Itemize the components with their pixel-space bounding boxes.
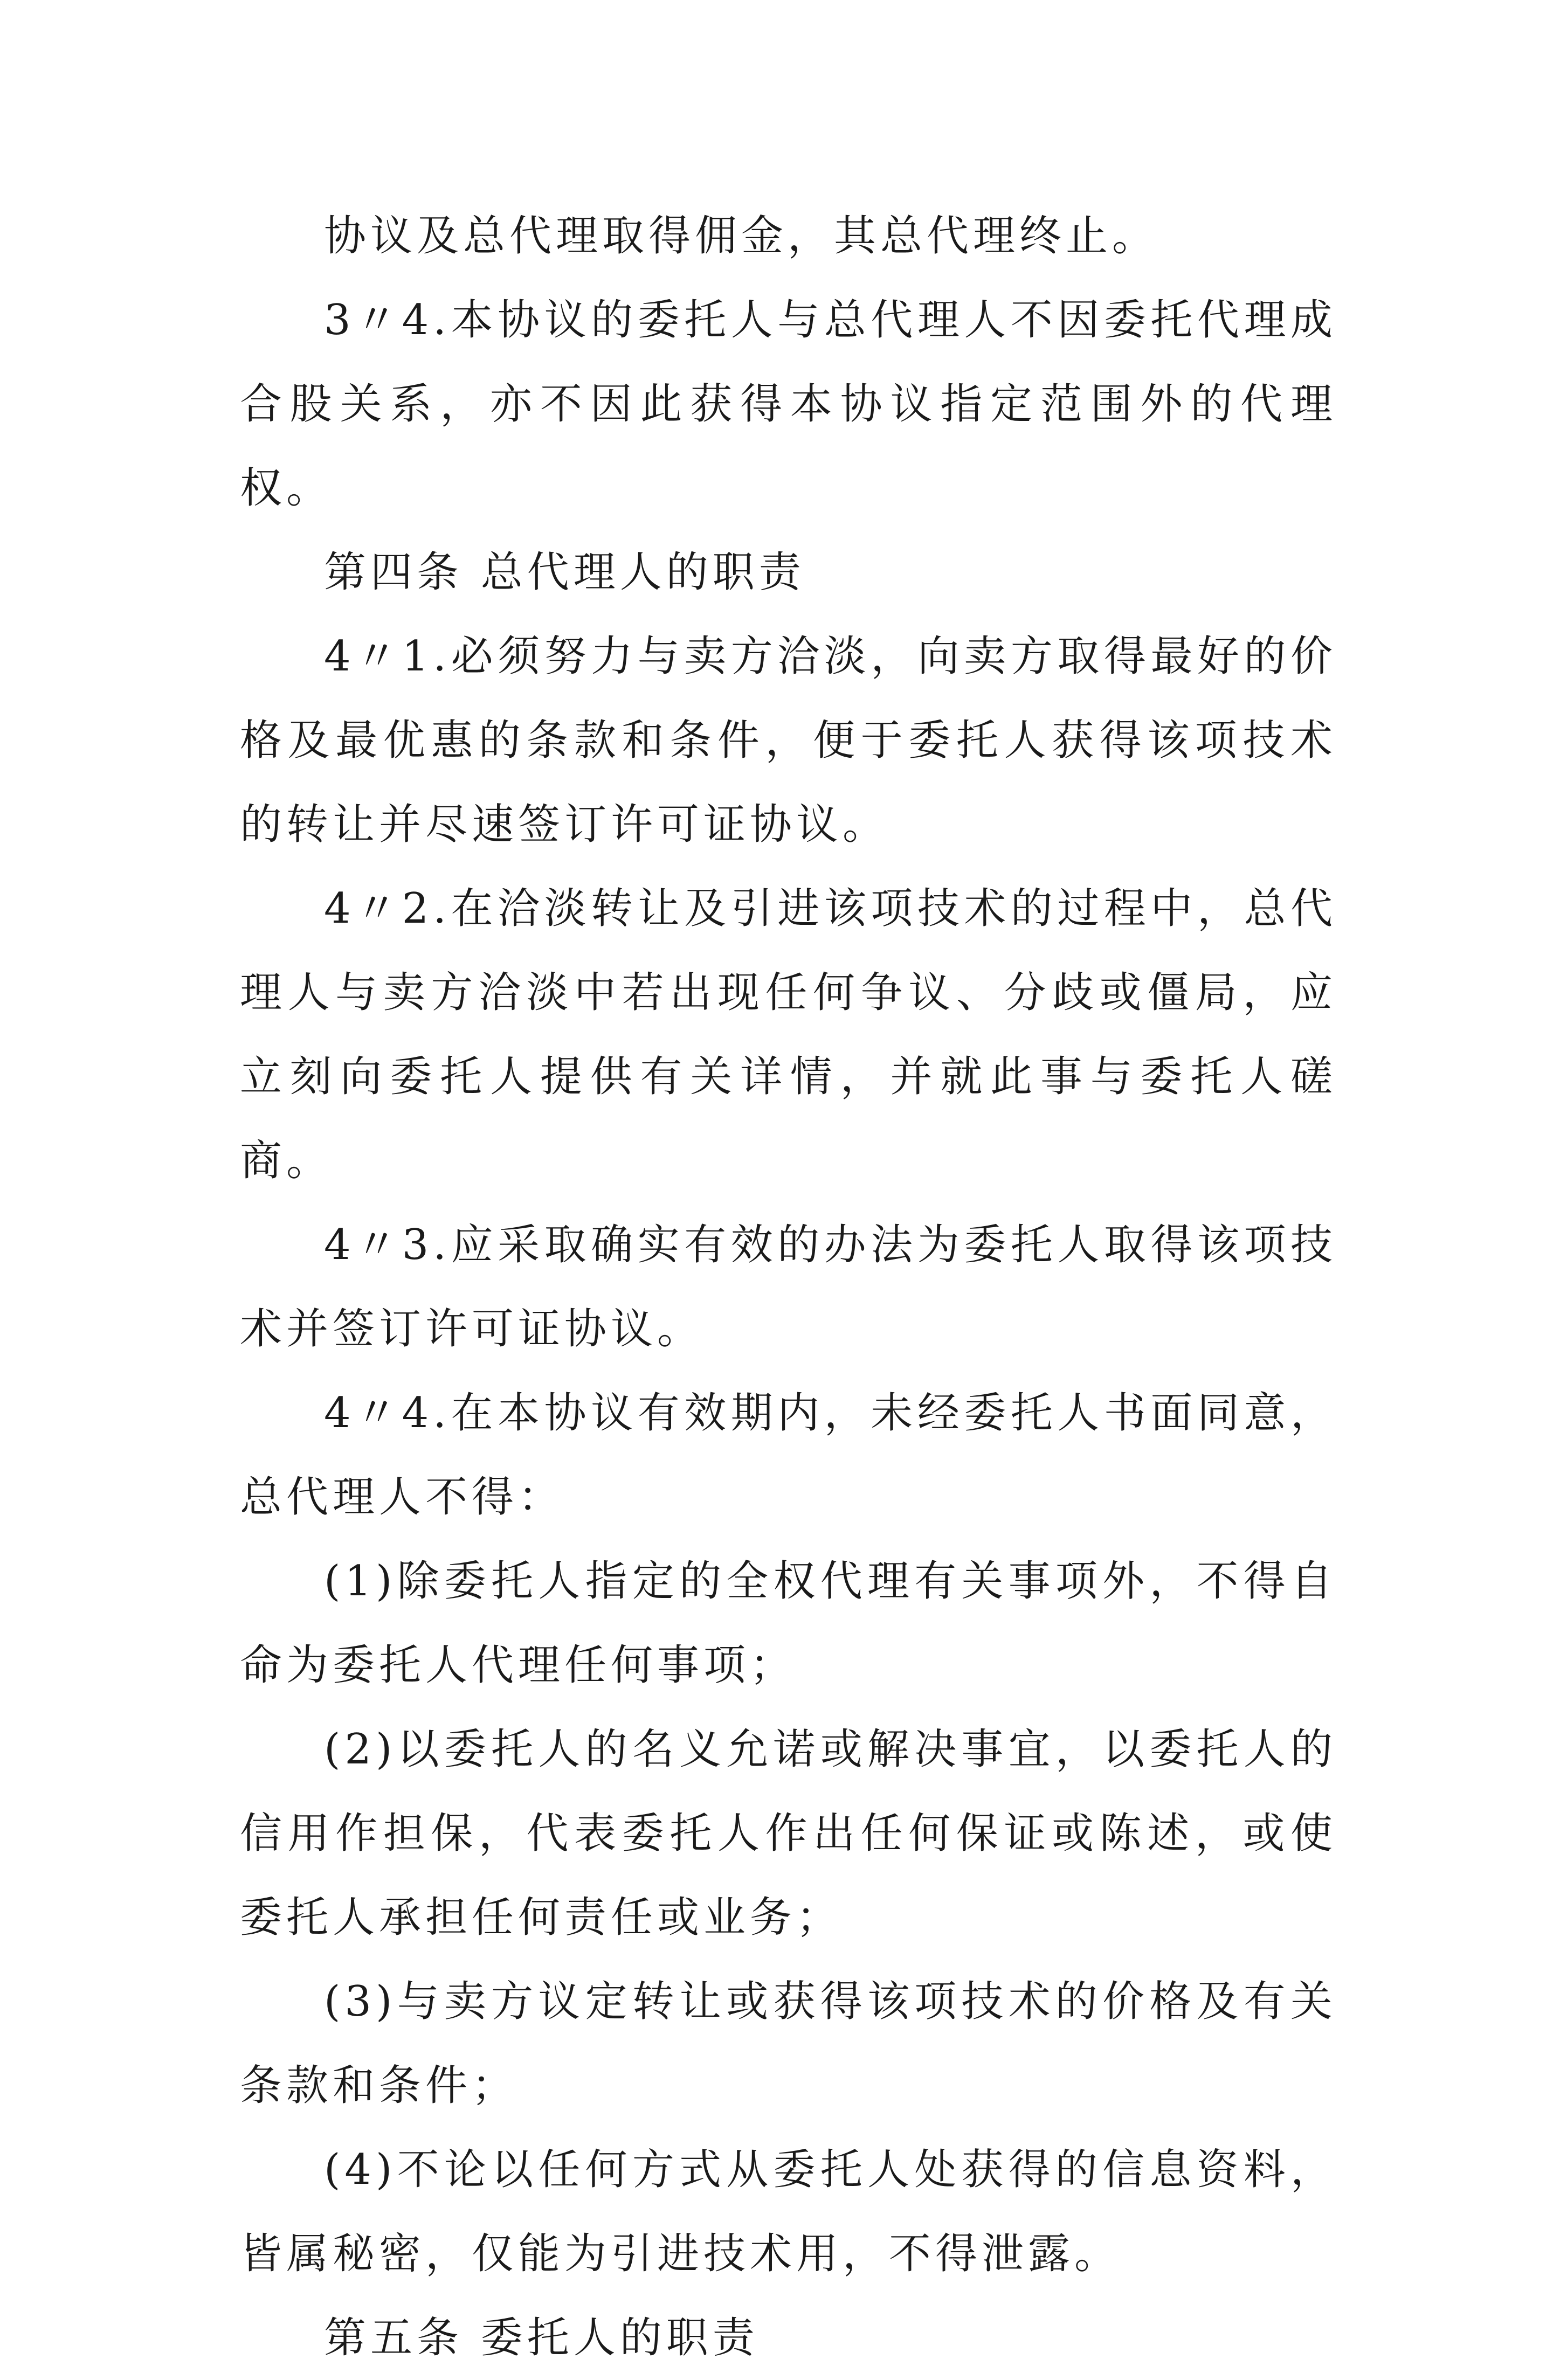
paragraph-4-1: 4〃1.必须努力与卖方洽淡，向卖方取得最好的价格及最优惠的条款和条件，便于委托人获得该项技术的转让并尽速签订许可证协议。: [240, 632, 1337, 849]
list-item-1: (1)除委托人指定的全权代理有关事项外，不得自命为委托人代理任何事项；: [240, 1557, 1337, 1690]
paragraph-4-2: 4〃2.在洽淡转让及引进该项技术的过程中，总代理人与卖方洽淡中若出现任何争议、分歧或僵局，应立刻向委托人提供有关详情，并就此事与委托人磋商。: [240, 884, 1337, 1185]
article-5-heading: 第五条 委托人的职责: [324, 2314, 759, 2362]
paragraph-4-3: 4〃3.应采取确实有效的办法为委托人取得该项技术并签订许可证协议。: [240, 1221, 1337, 1353]
list-item-4: (4)不论以任何方式从委托人处获得的信息资料，皆属秘密，仅能为引进技术用，不得泄露。: [240, 2146, 1337, 2278]
document-body: [240, 194, 1337, 2380]
article-4-heading: 第四条 总代理人的职责: [324, 548, 805, 597]
paragraph-4-4: 4〃4.在本协议有效期内，未经委托人书面同意，总代理人不得：: [240, 1389, 1337, 1521]
list-item-2: (2)以委托人的名义允诺或解决事宜，以委托人的信用作担保，代表委托人作出任何保证或陈述，或使委托人承担任何责任或业务；: [240, 1725, 1337, 1942]
paragraph-3-4: 3〃4.本协议的委托人与总代理人不因委托代理成合股关系，亦不因此获得本协议指定范围外的代理权。: [240, 296, 1337, 513]
paragraph-agency-termination: 协议及总代理取得佣金，其总代理终止。: [324, 212, 1159, 260]
list-item-3: (3)与卖方议定转让或获得该项技术的价格及有关条款和条件；: [240, 1977, 1337, 2110]
